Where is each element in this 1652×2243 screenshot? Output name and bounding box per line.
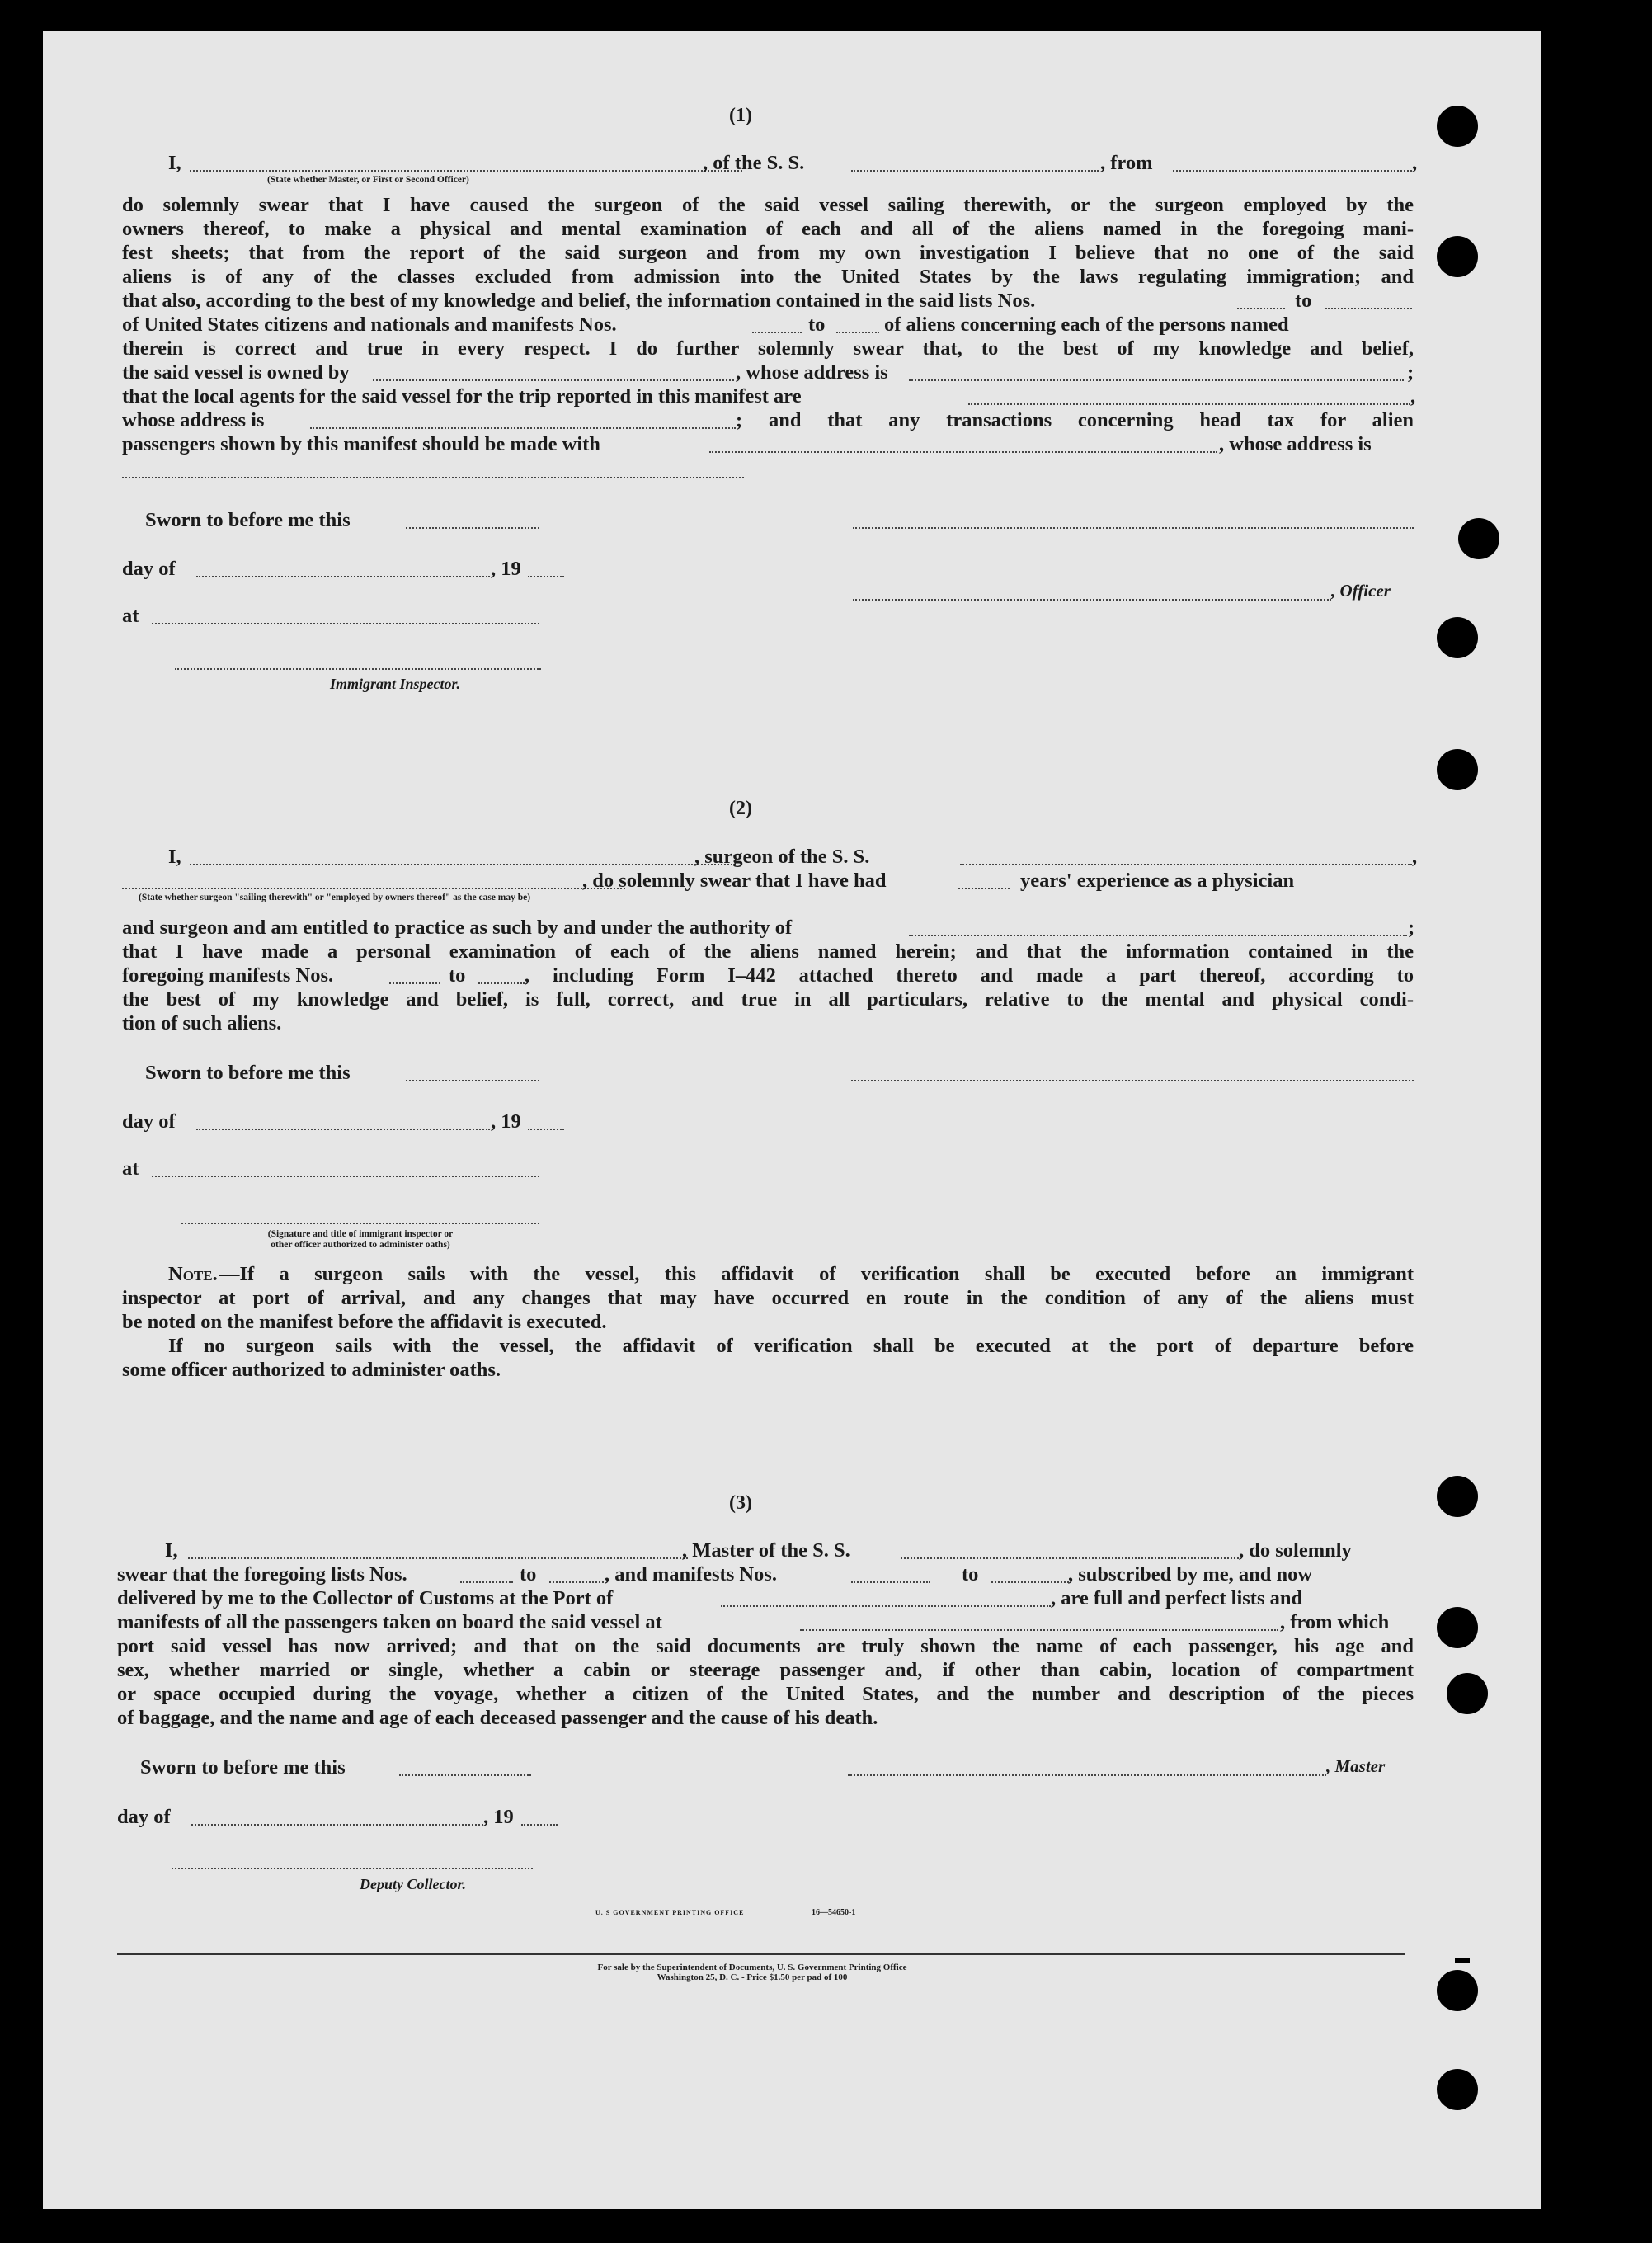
s3-master-label: , Master (1326, 1756, 1386, 1776)
sale-notice-line: For sale by the Superintendent of Documents, U. S. Government Printing Office (597, 1963, 907, 1972)
s1-officer-signature-field[interactable] (853, 527, 1414, 529)
form-page (43, 31, 1541, 2209)
s3-name-field[interactable] (188, 1557, 688, 1559)
punch-hole (1437, 1607, 1478, 1648)
s1-paragraph-line: aliens is of any of the classes excluded from admission into the United States by the laws regulating immigration; and (122, 266, 1414, 288)
s1-inspector-signature-field[interactable] (175, 668, 541, 670)
s2-manifests-from-field[interactable] (389, 982, 440, 984)
s1-day-label: day of (122, 558, 176, 580)
printing-office-label: U. S GOVERNMENT PRINTING OFFICE (595, 1909, 745, 1916)
s2-manifests-to-field[interactable] (478, 982, 525, 984)
s1-paragraph-line: therein is correct and true in every respect. I do further solemnly swear that, to the best of my knowledge and belief, (122, 337, 1414, 360)
s2-inspector-signature-field[interactable] (181, 1223, 539, 1224)
s1-agents-field[interactable] (968, 403, 1410, 405)
s3-year-label: , 19 (483, 1806, 514, 1828)
s2-text: , surgeon of the S. S. (694, 846, 870, 868)
s1-sworn-field[interactable] (406, 527, 539, 529)
s2-paragraph-line: foregoing manifests Nos. (122, 964, 334, 987)
note-label-text: Note. (168, 1263, 218, 1285)
s1-lists-from-field[interactable] (1237, 308, 1285, 309)
s2-years-field[interactable] (958, 888, 1010, 889)
s2-text: years' experience as a physician (1020, 869, 1295, 892)
s2-note-label (168, 1265, 218, 1285)
s2-day-field[interactable] (196, 1129, 490, 1130)
s1-inspector-label: Immigrant Inspector. (330, 676, 461, 692)
s3-paragraph-line: port said vessel has now arrived; and that on the said documents are truly shown the name of each passenger, his age and (117, 1635, 1414, 1657)
s2-at-field[interactable] (152, 1176, 539, 1177)
s2-at-label: at (122, 1157, 139, 1180)
punch-hole (1437, 2069, 1478, 2110)
s1-paragraph-line: do solemnly swear that I have caused the surgeon of the said vessel sailing therewith, or the surgeon employed by the (122, 194, 1414, 216)
s1-text: ; (1407, 361, 1414, 384)
s1-paragraph-line: the said vessel is owned by (122, 361, 350, 384)
s1-manifests-to-field[interactable] (836, 332, 879, 333)
s1-head-tax-field[interactable] (709, 451, 1217, 453)
s3-text: , are full and perfect lists and (1051, 1587, 1303, 1609)
s2-text: to (449, 964, 466, 987)
punch-hole (1437, 106, 1478, 147)
s3-paragraph-line: sex, whether married or single, whether a cabin or steerage passenger and, if other than cabin, location of compartment (117, 1659, 1414, 1681)
section-2-number: (2) (729, 798, 752, 819)
s3-lists-to-field[interactable] (549, 1581, 604, 1583)
punch-hole (1458, 518, 1499, 559)
s1-paragraph-line: of United States citizens and nationals and manifests Nos. (122, 313, 617, 336)
punch-hole (1447, 1673, 1488, 1714)
s1-paragraph-line: fest sheets; that from the report of the said surgeon and from my own investigation I believe that no one of the said (122, 242, 1414, 264)
punch-hole (1437, 236, 1478, 277)
punch-hole (1437, 617, 1478, 658)
s3-paragraph-line: swear that the foregoing lists Nos. (117, 1563, 407, 1586)
footer-rule (117, 1953, 1405, 1955)
s1-paragraph-line: that the local agents for the said vessel for the trip reported in this manifest are (122, 385, 802, 408)
s1-text: I, (168, 152, 181, 174)
s2-paragraph-line: that I have made a personal examination of each of the aliens named herein; and that the information contained in the (122, 940, 1414, 963)
s2-signature-caption-line: other officer authorized to administer oaths) (271, 1239, 450, 1250)
form-code: 16—54650-1 (812, 1908, 856, 1917)
s2-note-line: be noted on the manifest before the affidavit is executed. (122, 1311, 607, 1333)
s1-paragraph-line: whose address is (122, 409, 265, 431)
s2-text: ; (1408, 917, 1415, 939)
s1-paragraph-line: passengers shown by this manifest should be made with (122, 433, 600, 455)
s1-caption: (State whether Master, or First or Second Officer) (267, 175, 469, 185)
s2-name-field[interactable] (190, 864, 736, 865)
s1-vessel-field[interactable] (851, 170, 1099, 172)
s1-sworn-label: Sworn to before me this (145, 509, 351, 531)
s3-paragraph-line: or space occupied during the voyage, whether a citizen of the United States, and the number and description of the pieces (117, 1683, 1414, 1705)
s1-year-field[interactable] (528, 576, 564, 577)
s2-caption: (State whether surgeon "sailing therewith" or "employed by owners thereof" as the case may be) (139, 893, 531, 902)
s1-name-field[interactable] (190, 170, 742, 172)
s2-year-field[interactable] (528, 1129, 564, 1130)
s2-surgeon-type-field[interactable] (122, 888, 625, 889)
s2-surgeon-signature-field[interactable] (851, 1080, 1414, 1081)
s2-note-line: some officer authorized to administer oaths. (122, 1359, 501, 1381)
s3-master-signature-field[interactable] (848, 1774, 1326, 1776)
s1-at-field[interactable] (152, 623, 539, 624)
s3-port-field[interactable] (721, 1605, 1051, 1607)
s1-agents-address-field[interactable] (310, 427, 736, 429)
s1-text: , of the S. S. (703, 152, 805, 174)
s1-paragraph-line: that also, according to the best of my knowledge and belief, the information contained in the said lists Nos. (122, 290, 1036, 312)
s3-boarding-port-field[interactable] (800, 1629, 1278, 1631)
s3-text: , from which (1280, 1611, 1390, 1633)
s1-text: , from (1100, 152, 1153, 174)
s1-officer-field[interactable] (853, 599, 1331, 601)
s2-note-line: —If a surgeon sails with the vessel, this affidavit of verification shall be executed before an immigrant (219, 1263, 1414, 1285)
s1-year-label: , 19 (491, 558, 521, 580)
s1-text: , whose address is (736, 361, 888, 384)
s3-text: , Master of the S. S. (682, 1539, 850, 1562)
s2-paragraph-line: , including Form I–442 attached thereto and made a part thereof, according to (525, 964, 1414, 987)
s1-lists-to-field[interactable] (1325, 308, 1412, 309)
s1-day-field[interactable] (196, 576, 490, 577)
s1-paragraph-line: ; and that any transactions concerning head tax for alien (736, 409, 1414, 431)
s1-owner-field[interactable] (373, 379, 734, 381)
s1-text: , (1412, 152, 1418, 174)
s3-day-field[interactable] (191, 1824, 483, 1826)
punch-hole (1437, 1970, 1478, 2011)
s3-text: I, (165, 1539, 178, 1562)
s3-text: , and manifests Nos. (605, 1563, 777, 1586)
s3-year-field[interactable] (521, 1824, 558, 1826)
punch-mark (1455, 1958, 1470, 1963)
s1-owner-address-field[interactable] (909, 379, 1404, 381)
s2-text: I, (168, 846, 181, 868)
s3-paragraph-line: manifests of all the passengers taken on board the said vessel at (117, 1611, 662, 1633)
s3-sworn-label: Sworn to before me this (140, 1756, 346, 1779)
punch-hole (1437, 749, 1478, 790)
s2-paragraph-line: tion of such aliens. (122, 1012, 282, 1034)
s3-sworn-field[interactable] (399, 1774, 531, 1776)
s3-text: , do solemnly (1239, 1539, 1352, 1562)
s1-text: to (808, 313, 826, 336)
s2-signature-caption-line: (Signature and title of immigrant inspector or (267, 1229, 454, 1239)
section-3-number: (3) (729, 1492, 752, 1514)
s1-text: to (1295, 290, 1312, 312)
s2-sworn-label: Sworn to before me this (145, 1062, 351, 1084)
s2-day-label: day of (122, 1110, 176, 1133)
s2-note-line: If no surgeon sails with the vessel, the affidavit of verification shall be executed at the port of departure before (168, 1335, 1414, 1357)
s3-text: , subscribed by me, and now (1068, 1563, 1313, 1586)
s3-paragraph-line: delivered by me to the Collector of Customs at the Port of (117, 1587, 614, 1609)
s3-text: to (962, 1563, 979, 1586)
sale-notice (439, 1963, 1066, 1982)
punch-hole (1437, 1476, 1478, 1517)
s2-sworn-field[interactable] (406, 1080, 539, 1081)
s2-authority-field[interactable] (909, 935, 1407, 936)
s2-paragraph-line: and surgeon and am entitled to practice as such by and under the authority of (122, 917, 793, 939)
s3-day-label: day of (117, 1806, 171, 1828)
s2-signature-caption (181, 1229, 539, 1250)
s3-collector-label: Deputy Collector. (360, 1876, 466, 1892)
s3-vessel-field[interactable] (901, 1557, 1239, 1559)
sale-notice-line: Washington 25, D. C. - Price $1.50 per pad of 100 (657, 1972, 848, 1983)
s1-text: , (1410, 385, 1416, 408)
s3-paragraph-line: of baggage, and the name and age of each deceased passenger and the cause of his death. (117, 1707, 878, 1729)
s3-text: to (520, 1563, 537, 1586)
s2-text: , (1412, 846, 1418, 868)
section-1-number: (1) (729, 105, 752, 126)
s2-note-line: inspector at port of arrival, and any changes that may have occurred en route in the condition of any of the aliens must (122, 1287, 1414, 1309)
s2-text: , do solemnly swear that I have had (582, 869, 887, 892)
s3-manifests-from-field[interactable] (851, 1581, 930, 1583)
s3-collector-signature-field[interactable] (172, 1868, 533, 1869)
s1-text: of aliens concerning each of the persons named (884, 313, 1289, 336)
s1-at-label: at (122, 605, 139, 627)
s1-manifests-from-field[interactable] (752, 332, 802, 333)
s1-from-field[interactable] (1173, 170, 1412, 172)
s1-head-tax-address-field[interactable] (122, 477, 744, 478)
s1-paragraph-line: owners thereof, to make a physical and mental examination of each and all of the aliens named in the foregoing mani- (122, 218, 1414, 240)
s1-text: , whose address is (1219, 433, 1372, 455)
s2-year-label: , 19 (491, 1110, 521, 1133)
s1-officer-label: , Officer (1331, 581, 1391, 601)
s2-vessel-field[interactable] (960, 864, 1412, 865)
s3-manifests-to-field[interactable] (991, 1581, 1069, 1583)
s3-lists-from-field[interactable] (460, 1581, 513, 1583)
s2-paragraph-line: the best of my knowledge and belief, is full, correct, and true in all particulars, relative to the mental and physical condi- (122, 988, 1414, 1011)
